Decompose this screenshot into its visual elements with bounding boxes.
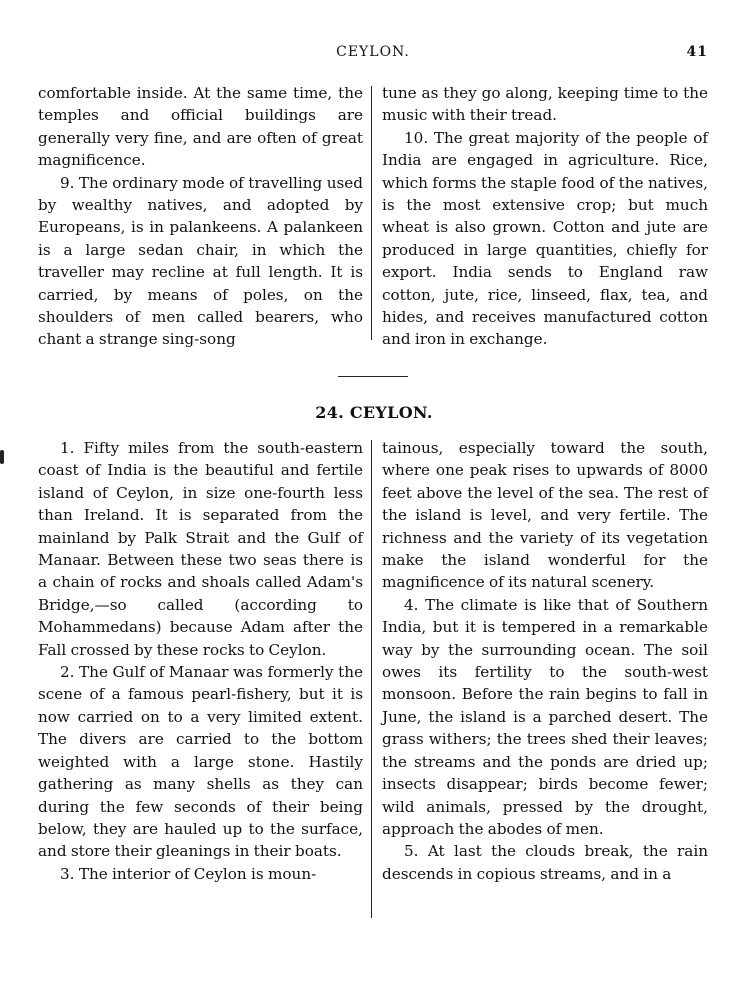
page-header xyxy=(38,44,708,66)
bottom-right-column xyxy=(382,437,708,885)
column-rule-top xyxy=(371,86,372,340)
paragraph-3-continued: tainous, especially toward the south, where one peak rises to upwards of 8000 feet above the level of the sea. The rest of the island is level, and very fertile. The richness and the variety of its vegetation make the island wonderful for the magnificence of its natural scenery. xyxy=(382,439,708,592)
column-rule-bottom xyxy=(371,440,372,918)
paragraph-4: 4. The climate is like that of Southern India, but it is tempered in a remarkable way by the surrounding ocean. The soil owes its fertility to the south-west monsoon. Before the rain begins to fall in June, the island is a parched desert. The grass withers; the trees shed their leaves; the streams and the ponds are dried up; insects disappear; birds become fewer; wild animals, pressed by the drought, approach the abodes of men. xyxy=(382,595,708,838)
section-divider xyxy=(338,376,408,377)
paragraph-2: 2. The Gulf of Manaar was formerly the scene of a famous pearl-fishery, but it is now carried on to a very limited extent. The divers are carried to the bottom weighted with a large stone. Hastily gathering as many shells as they can during the few seconds of their being below, they are hauled up to the surface, and store their gleanings in their boats. xyxy=(38,663,363,861)
section-title: 24. CEYLON. xyxy=(315,403,433,422)
paragraph-1: 1. Fifty miles from the south-eastern coast of India is the beautiful and fertile island of Ceylon, in size one-fourth less than Ireland. It is separated from the mainland by Palk Strait and the Gulf of Manaar. Between these two seas there is a chain of rocks and shoals called Adam's Bridge,—so called (according to Mohammedans) because Adam after the Fall crossed by these rocks to Ceylon. xyxy=(38,439,363,659)
top-left-column xyxy=(38,82,363,351)
paragraph-9: 9. The ordinary mode of travelling used by wealthy natives, and adopted by Europeans, is in palankeens. A palankeen is a large sedan chair, in which the traveller may recline at full length. It is carried, by means of poles, on the shoulders of men called bearers, who chant a strange sing-song xyxy=(38,173,363,349)
running-title: CEYLON. xyxy=(336,44,410,60)
bottom-left-column xyxy=(38,437,363,885)
top-right-column xyxy=(382,82,708,351)
paragraph-continued: comfortable inside. At the same time, the temples and official buildings are generally very fine, and are often of great magnificence. xyxy=(38,84,363,170)
page-number: 41 xyxy=(686,44,708,60)
margin-ink-mark xyxy=(0,450,4,464)
paragraph-5: 5. At last the clouds break, the rain descends in copious streams, and in a xyxy=(382,842,708,883)
paragraph-9-continued: tune as they go along, keeping time to the music with their tread. xyxy=(382,84,708,125)
paragraph-3: 3. The interior of Ceylon is moun- xyxy=(60,864,317,883)
paragraph-10: 10. The great majority of the people of India are engaged in agriculture. Rice, which forms the staple food of the natives, is the most extensive crop; but much wheat is also grown. Cotton and jute are produced in large quantities, chiefly for export. India sends to England raw cotton, jute, rice, linseed, flax, tea, and hides, and receives manufactured cotton and iron in exchange. xyxy=(382,128,708,349)
